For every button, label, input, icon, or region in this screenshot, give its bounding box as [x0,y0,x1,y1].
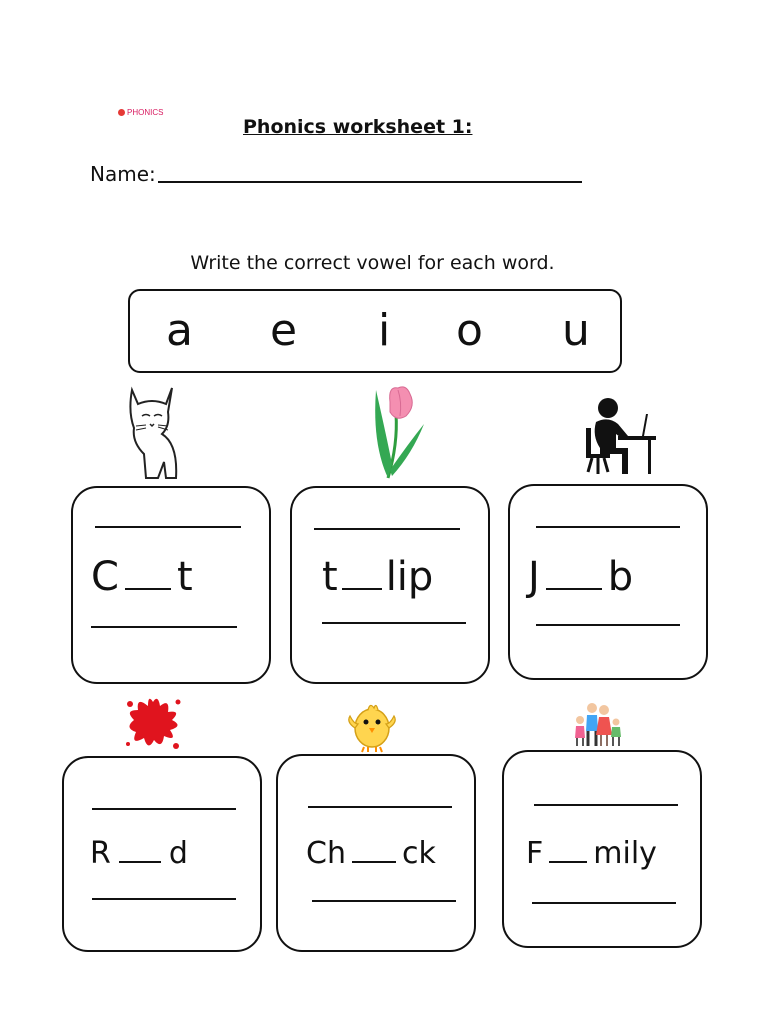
word-before-blank: J [528,554,540,600]
vowel-blank[interactable] [119,861,161,863]
word-before-blank: Ch [306,836,346,871]
logo-dot-icon [118,109,125,116]
name-label: Name: [90,162,156,186]
word-card-tulip [290,486,490,684]
word-before-blank: C [91,554,119,600]
brand-logo [118,108,163,117]
card-word [322,554,433,600]
vowel-u: u [562,305,590,356]
card-word [528,554,633,600]
word-card-chick [276,754,476,952]
word-after-blank: d [168,836,188,871]
card-word [526,836,657,871]
word-after-blank: ck [401,836,436,871]
word-before-blank: t [322,554,338,600]
vowel-blank[interactable] [352,861,396,863]
card-word [306,836,436,871]
word-after-blank: mily [593,836,657,871]
person-at-computer-icon [584,396,658,476]
vowel-e: e [270,305,298,356]
word-after-blank: lip [385,554,434,600]
word-card-cat [71,486,271,684]
page-title: Phonics worksheet 1: [243,116,473,138]
word-card-job [508,484,708,680]
card-bottom-writing-line[interactable] [322,622,466,624]
name-answer-line[interactable] [158,181,582,183]
vowel-blank[interactable] [125,588,171,590]
card-bottom-writing-line[interactable] [312,900,456,902]
card-word [90,836,188,871]
tulip-icon [368,384,428,480]
card-top-writing-line[interactable] [92,808,236,810]
vowel-blank[interactable] [546,588,602,590]
card-top-writing-line[interactable] [95,526,241,528]
vowel-bank [128,289,622,373]
word-card-red [62,756,262,952]
chick-icon [346,700,398,754]
word-after-blank: t [176,554,193,600]
word-card-family [502,750,702,948]
logo-text: PHONICS [127,108,164,117]
vowel-blank[interactable] [549,861,587,863]
card-top-writing-line[interactable] [308,806,452,808]
card-top-writing-line[interactable] [534,804,678,806]
word-after-blank: b [607,554,634,600]
card-bottom-writing-line[interactable] [92,898,236,900]
red-paint-splat-icon [122,692,184,754]
vowel-o: o [456,305,483,356]
cat-icon [118,382,186,482]
vowel-blank[interactable] [342,588,382,590]
word-before-blank: R [90,836,111,871]
card-top-writing-line[interactable] [536,526,680,528]
card-bottom-writing-line[interactable] [536,624,680,626]
vowel-i: i [378,305,391,356]
card-bottom-writing-line[interactable] [532,902,676,904]
word-before-blank: F [526,836,544,871]
vowel-a: a [166,305,193,356]
card-bottom-writing-line[interactable] [91,626,237,628]
card-top-writing-line[interactable] [314,528,460,530]
family-icon [570,700,626,748]
card-word [91,554,193,600]
instruction-text: Write the correct vowel for each word. [190,252,555,274]
